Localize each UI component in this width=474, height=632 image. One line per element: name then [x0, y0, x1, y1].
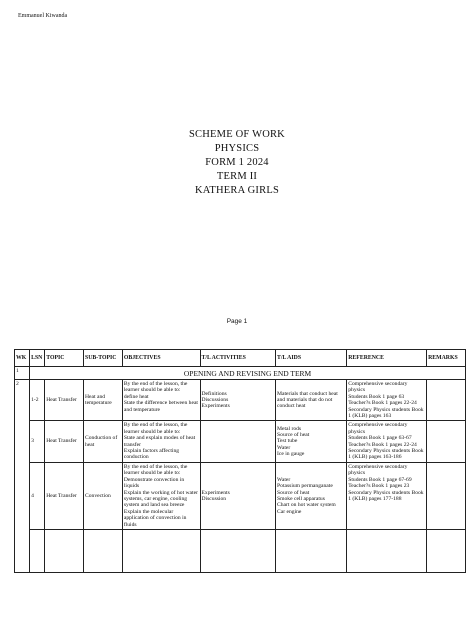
objective-text: Demonstrate convection in liquids	[123, 476, 185, 490]
cell-lsn: 3	[30, 421, 45, 462]
cell-subtopic: Heat and temperature	[84, 380, 123, 421]
cell-subtopic: Conduction of heat	[84, 421, 123, 462]
cell-empty	[347, 529, 427, 572]
activity-text: Experiments	[201, 403, 230, 410]
document-title	[0, 128, 474, 198]
reference-text: Secondary Physics students Book 1 (KLB) pages 177-188	[348, 489, 424, 502]
cell-remarks	[427, 380, 466, 421]
cell-topic: Heat Transfer	[45, 380, 84, 421]
header-topic: TOPIC	[45, 350, 84, 367]
cell-reference	[347, 462, 427, 529]
header-lsn: LSN	[30, 350, 45, 367]
reference-text: Comprehensive secondary physics	[348, 463, 408, 477]
cell-wk: 1	[15, 367, 30, 380]
header-wk: WK	[15, 350, 30, 367]
objective-text: State the difference between heat and temperature	[123, 400, 198, 413]
cell-objectives	[122, 462, 200, 529]
cell-activities	[200, 462, 276, 529]
cell-remarks	[427, 462, 466, 529]
aid-text: Test tube	[277, 438, 298, 445]
opening-revision-cell: OPENING AND REVISING END TERM	[30, 367, 466, 380]
reference-text: Teacher?s Book 1 pages 22-24	[348, 441, 417, 448]
title-line: KATHERA GIRLS	[195, 185, 279, 196]
cell-empty	[427, 529, 466, 572]
reference-text: Students Book 1 page 63	[348, 393, 405, 400]
objective-text: State and explain modes of heat transfer	[123, 435, 196, 448]
header-aids: T/L AIDS	[276, 350, 347, 367]
cell-aids	[276, 462, 347, 529]
scheme-of-work-table	[14, 349, 466, 573]
page-number: Page 1	[226, 318, 248, 325]
aid-text: Source of heat	[277, 432, 310, 439]
cell-objectives	[122, 380, 200, 421]
objective-text: define heat	[123, 393, 149, 400]
cell-empty	[276, 529, 347, 572]
table-header-row	[15, 350, 466, 367]
table-row	[15, 462, 466, 529]
reference-text: Comprehensive secondary physics	[348, 422, 408, 435]
objective-text: By the end of the lesson, the learner should be able to:	[123, 422, 188, 435]
objective-text: Explain the working of hot water systems, car engine, cooling system and land sea breeze	[123, 489, 198, 509]
header-objectives: OBJECTIVES	[122, 350, 200, 367]
aid-text: Metal rods	[277, 425, 302, 432]
cell-lsn: 4	[30, 462, 45, 529]
activity-text: Experiments	[201, 489, 230, 496]
header-remarks: REMARKS	[427, 350, 466, 367]
aid-text: Water	[277, 444, 291, 451]
title-line: PHYSICS	[214, 143, 260, 154]
author-name: Emmanuel Kiwanda	[18, 13, 68, 19]
cell-empty	[84, 529, 123, 572]
aid-text: Materials that conduct heat and materials that do not conduct heat	[277, 390, 338, 410]
aid-text: Potassium permanganate	[277, 483, 333, 490]
cell-objectives	[122, 421, 200, 462]
aid-text: Chart on hot water system	[277, 502, 336, 509]
cell-empty	[45, 529, 84, 572]
cell-reference	[347, 421, 427, 462]
aid-text: Ice in gauge	[277, 451, 305, 458]
aid-text: Car engine	[277, 508, 302, 515]
activity-text: Discussion	[201, 495, 227, 502]
aid-text: Water	[277, 476, 291, 483]
cell-activities	[200, 380, 276, 421]
title-line: TERM II	[216, 171, 258, 182]
table-row	[15, 380, 466, 421]
reference-text: Teacher?s Book 1 pages 22-24	[348, 400, 417, 407]
header-subtopic: SUB-TOPIC	[84, 350, 123, 367]
title-line: SCHEME OF WORK	[189, 129, 285, 140]
activity-text: Discussions	[201, 397, 229, 404]
cell-empty	[200, 529, 276, 572]
reference-text: Secondary Physics students Book 1 (KLB) pages 163-186	[348, 448, 424, 461]
objective-text: By the end of the lesson, the learner should be able to:	[123, 381, 188, 394]
cell-lsn: 1-2	[30, 380, 45, 421]
cell-subtopic: Convection	[84, 462, 123, 529]
objective-text: Explain factors affecting conduction	[123, 448, 180, 461]
cell-empty	[30, 529, 45, 572]
cell-topic: Heat Transfer	[45, 462, 84, 529]
header-activities: T/L ACTIVITIES	[200, 350, 276, 367]
cell-remarks	[427, 421, 466, 462]
table-row	[15, 529, 466, 572]
title-line: FORM 1 2024	[205, 157, 269, 168]
cell-aids	[276, 421, 347, 462]
reference-text: Students Book 1 page 63-67	[348, 435, 412, 442]
activity-text: Definitions	[201, 390, 227, 397]
table-row	[15, 421, 466, 462]
header-reference: REFERENCE	[347, 350, 427, 367]
cell-activities	[200, 421, 276, 462]
reference-text: Secondary Physics students Book 1 (KLB) pages 163	[348, 406, 424, 420]
table-row	[15, 367, 466, 380]
reference-text: Students Book 1 page 67-69	[348, 476, 412, 483]
cell-reference	[347, 380, 427, 421]
cell-empty	[122, 529, 200, 572]
aid-text: Source of heat	[277, 489, 310, 496]
reference-text: Teacher?s Book 1 pages 23	[348, 483, 410, 490]
objective-text: Explain the molecular application of convection in fluids	[123, 508, 187, 528]
cell-aids	[276, 380, 347, 421]
cell-topic: Heat Transfer	[45, 421, 84, 462]
objective-text: By the end of the lesson, the learner should be able to:	[123, 463, 188, 477]
aid-text: Smoke cell apparatus	[277, 495, 325, 502]
reference-text: Comprehensive secondary physics	[348, 381, 408, 394]
cell-wk: 2	[15, 380, 30, 573]
